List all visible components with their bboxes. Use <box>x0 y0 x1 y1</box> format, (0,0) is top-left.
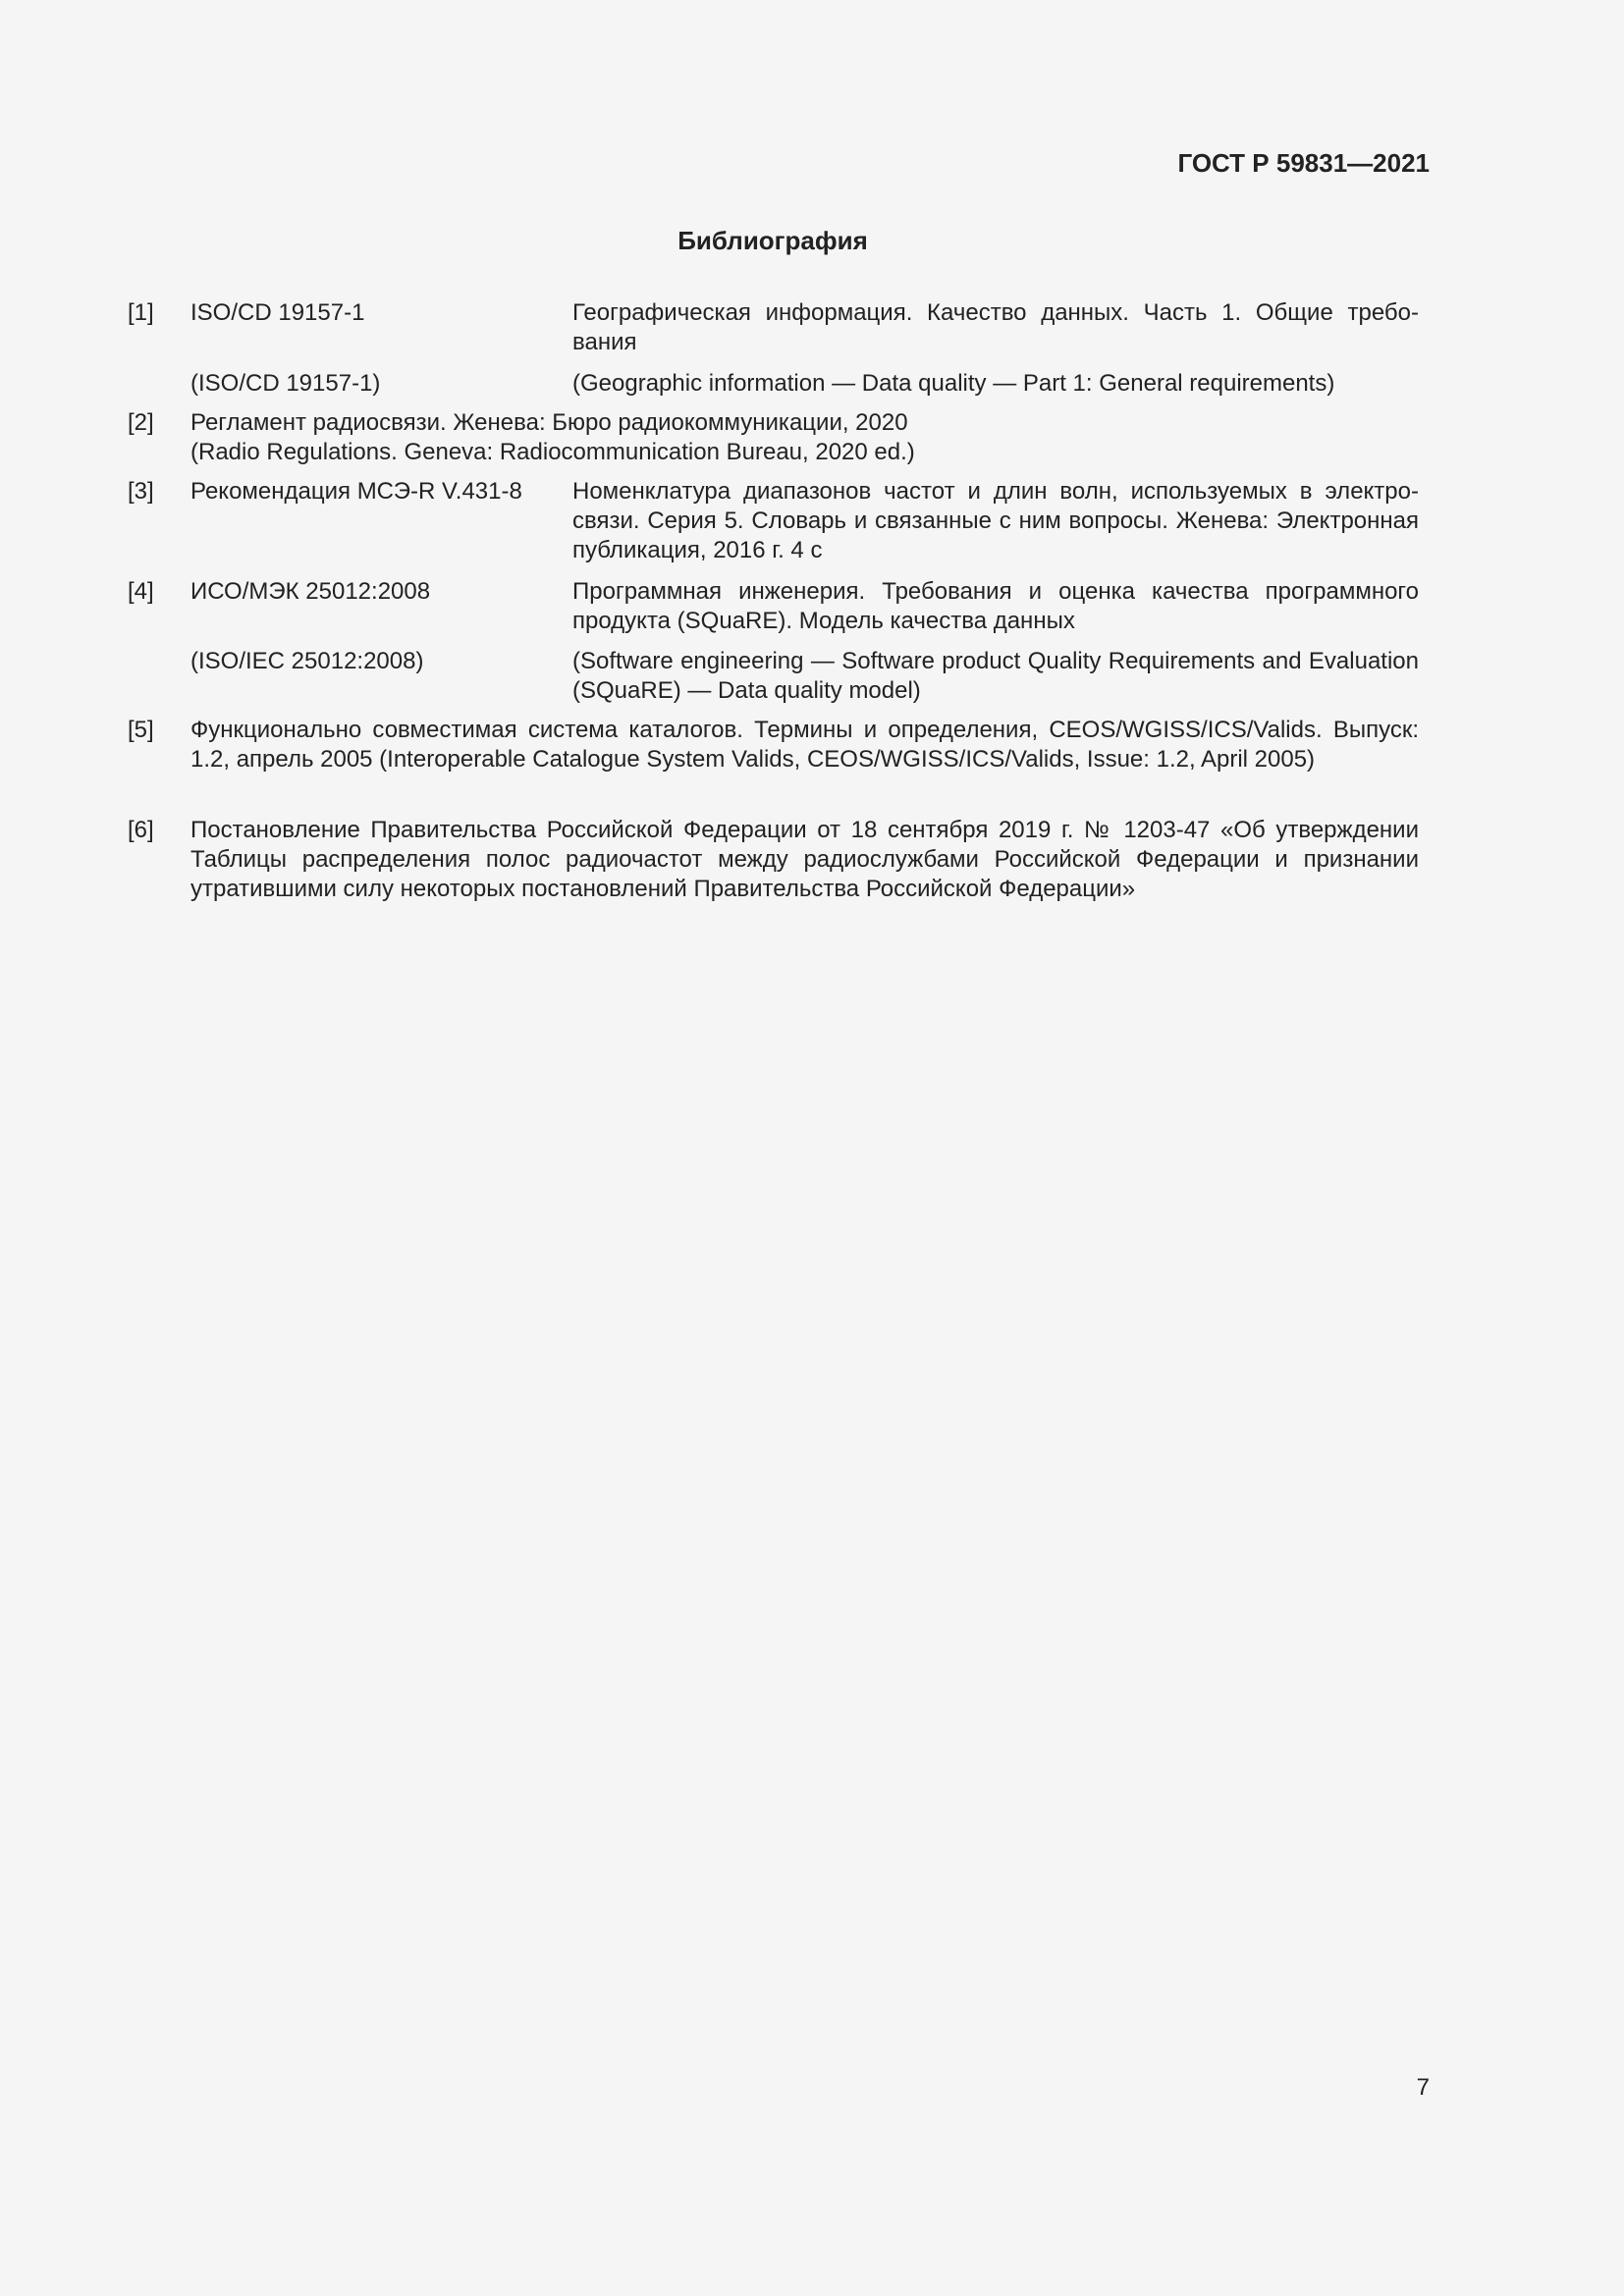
ref-text-en: (Geographic information — Data quality — Part 1: General requirements) <box>572 370 1335 397</box>
ref-text-en: (Radio Regulations. Geneva: Radiocommunication Bureau, 2020 ed.) <box>190 439 915 465</box>
ref-text: Номенклатура диапазонов частот и длин волн, используемых в электросвязи. Серия 5. Словарь и связанные с ним вопросы. Женева: Электронная публикация, 2016 г. 4 с <box>572 478 1419 563</box>
ref-number: [1] <box>128 299 154 326</box>
ref-code-en: (ISO/CD 19157-1) <box>190 370 381 397</box>
ref-number: [6] <box>128 817 154 843</box>
page-title: Библиография <box>677 226 868 255</box>
ref-code: ИСО/МЭК 25012:2008 <box>190 578 431 605</box>
ref-code: ISO/CD 19157-1 <box>190 299 365 326</box>
ref-text: Постановление Правительства Российской Федерации от 18 сентября 2019 г. № 1203-47 «Об утверждении Таблицы распределения полос радиочастот между радиослужбами Российской Федерации и признании утратившими силу некоторых постановлений Правительства Российской Федерации» <box>190 817 1419 902</box>
page-number: 7 <box>1416 2074 1430 2101</box>
ref-number: [3] <box>128 478 154 505</box>
ref-text: Функционально совместимая система каталогов. Термины и определения, CEOS/WGISS/ICS/Valids. Выпуск: 1.2, апрель 2005 (Interoperable Catalogue System Valids, CEOS/WGISS/ICS/Valids, Issue: 1.2, April 2005) <box>190 717 1419 773</box>
ref-number: [4] <box>128 578 154 605</box>
ref-text: Программная инженерия. Требования и оценка качества программного продукта (SQuaRE). Модель качества данных <box>572 578 1419 634</box>
ref-text-en: (Software engineering — Software product Quality Requirements and Evaluation (SQuaRE) — Data quality model) <box>572 648 1419 704</box>
document-code: ГОСТ Р 59831—2021 <box>1177 148 1430 178</box>
ref-number: [5] <box>128 717 154 743</box>
ref-code: Рекомендация МСЭ-R V.431-8 <box>190 478 522 505</box>
ref-number: [2] <box>128 409 154 436</box>
ref-text: Регламент радиосвязи. Женева: Бюро радиокоммуникации, 2020 <box>190 409 908 436</box>
ref-code-en: (ISO/IEC 25012:2008) <box>190 648 424 674</box>
ref-text: Географическая информация. Качество данных. Часть 1. Общие требования <box>572 299 1419 355</box>
